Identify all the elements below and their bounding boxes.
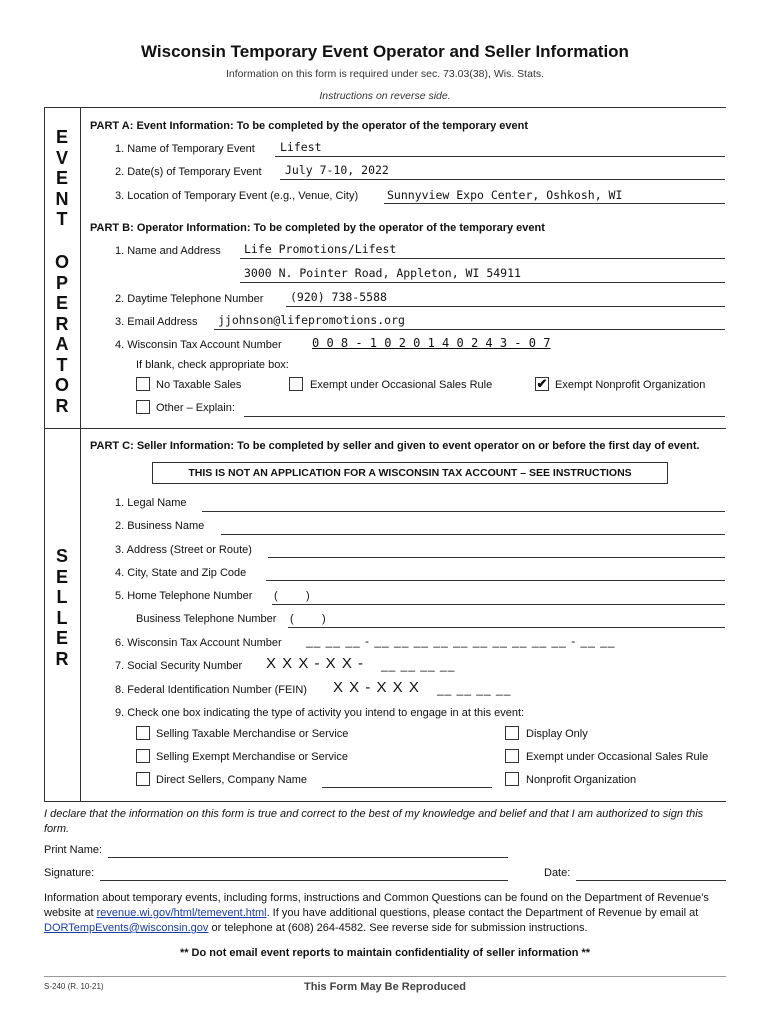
notice-box: THIS IS NOT AN APPLICATION FOR A WISCONSIN TAX ACCOUNT – SEE INSTRUCTIONS	[152, 462, 668, 484]
date-line[interactable]	[576, 880, 726, 881]
footer-divider	[44, 976, 726, 977]
operator-name-label: 1. Name and Address	[115, 245, 221, 257]
date-label: Date:	[544, 867, 571, 879]
fein-blanks[interactable]: __ __ __ __	[437, 682, 512, 696]
business-phone-paren-open: (	[290, 613, 294, 625]
seller-tax-label: 6. Wisconsin Tax Account Number	[115, 637, 282, 649]
occasional-sales-label: Exempt under Occasional Sales Rule	[310, 379, 493, 391]
temevent-link[interactable]: revenue.wi.gov/html/temevent.html	[96, 907, 267, 919]
address-label: 3. Address (Street or Route)	[115, 544, 252, 556]
operator-name-value[interactable]: Life Promotions/Lifest	[244, 242, 397, 256]
legal-name-line[interactable]	[202, 511, 725, 512]
display-only-label: Display Only	[526, 728, 588, 740]
ssn-mask: X X X - X X -	[266, 655, 365, 672]
part-a-heading: PART A: Event Information: To be completed by the operator of the temporary event	[90, 120, 529, 132]
reproduce-note: This Form May Be Reproduced	[304, 981, 466, 993]
declaration-text: I declare that the information on this form is true and correct to the best of my knowledge and belief and that I am authorized to sign this form.	[44, 808, 704, 835]
operator-phone-label: 2. Daytime Telephone Number	[115, 293, 264, 305]
operator-address-value[interactable]: 3000 N. Pointer Road, Appleton, WI 54911	[244, 266, 521, 280]
business-phone-paren-close: )	[322, 613, 326, 625]
form-id: S-240 (R. 10-21)	[44, 982, 104, 991]
frame-bottom	[44, 801, 726, 802]
fein-label: 8. Federal Identification Number (FEIN)	[115, 684, 307, 696]
taxable-merch-label: Selling Taxable Merchandise or Service	[156, 728, 349, 740]
operator-phone-value[interactable]: (920) 738-5588	[290, 290, 387, 304]
business-name-label: 2. Business Name	[115, 520, 205, 532]
blank-note: If blank, check appropriate box:	[136, 359, 289, 371]
event-name-label: 1. Name of Temporary Event	[115, 143, 255, 155]
ssn-label: 7. Social Security Number	[115, 660, 243, 672]
operator-tax-label: 4. Wisconsin Tax Account Number	[115, 339, 282, 351]
nonprofit-org-label: Nonprofit Organization	[526, 774, 637, 786]
seller-tax-mask[interactable]: __ __ __ - __ __ __ __ __ __ __ __ __ __ - __ __	[306, 634, 616, 648]
home-phone-label: 5. Home Telephone Number	[115, 590, 253, 602]
operator-name-line	[240, 258, 725, 259]
no-taxable-sales-checkbox[interactable]	[136, 377, 150, 391]
print-name-label: Print Name:	[44, 844, 103, 856]
nonprofit-checkbox[interactable]	[535, 377, 549, 391]
nonprofit-label: Exempt Nonprofit Organization	[555, 379, 706, 391]
legal-name-label: 1. Legal Name	[115, 497, 187, 509]
display-only-checkbox[interactable]	[505, 726, 519, 740]
event-location-label: 3. Location of Temporary Event (e.g., Venue, City)	[115, 190, 359, 202]
signature-line[interactable]	[100, 880, 508, 881]
nonprofit-org-checkbox[interactable]	[505, 772, 519, 786]
operator-address-line	[240, 282, 725, 283]
other-explain-line[interactable]	[244, 416, 725, 417]
city-state-zip-label: 4. City, State and Zip Code	[115, 567, 247, 579]
part-c-heading: PART C: Seller Information: To be completed by seller and given to event operator on or before the first day of event.	[90, 440, 700, 452]
exempt-occasional-label: Exempt under Occasional Sales Rule	[526, 751, 709, 763]
ssn-blanks[interactable]: __ __ __ __	[381, 658, 456, 672]
business-phone-label: Business Telephone Number	[136, 613, 277, 625]
signature-label: Signature:	[44, 867, 95, 879]
operator-tax-value[interactable]: 0 0 8 - 1 0 2 0 1 4 0 2 4 3 - 0 7	[312, 336, 551, 350]
confidentiality-warning: ** Do not email event reports to maintain confidentiality of seller information **	[179, 947, 591, 959]
sidebar-seller: S E L L E R	[55, 546, 69, 669]
company-name-line[interactable]	[322, 787, 492, 788]
taxable-merch-checkbox[interactable]	[136, 726, 150, 740]
section-divider	[44, 428, 726, 429]
event-name-value[interactable]: Lifest	[280, 140, 322, 154]
home-phone-paren-open: (	[274, 590, 278, 602]
operator-email-line	[214, 329, 725, 330]
form-title: Wisconsin Temporary Event Operator and Seller Information	[141, 42, 629, 61]
operator-phone-line	[286, 306, 725, 307]
check-mark-icon: ✔	[536, 376, 548, 391]
exempt-merch-checkbox[interactable]	[136, 749, 150, 763]
info-paragraph: Information about temporary events, including forms, instructions and Common Questions can be found on the Department of Revenue's website at revenue.wi.gov/html/temevent.html. If you have additional questions, please contact the Department of Revenue by email at DORTempEvents@wisconsin.gov or telephone at (608) 264-4582. See reverse side for submission instructions.	[44, 892, 709, 934]
fein-mask: X X - X X X	[333, 679, 420, 696]
frame-top	[44, 107, 726, 108]
business-name-line[interactable]	[221, 534, 725, 535]
occasional-sales-checkbox[interactable]	[289, 377, 303, 391]
event-location-value[interactable]: Sunnyview Expo Center, Oshkosh, WI	[387, 188, 623, 202]
no-taxable-sales-label: No Taxable Sales	[156, 379, 242, 391]
instructions-note: Instructions on reverse side.	[319, 90, 451, 102]
event-name-line	[275, 156, 725, 157]
other-checkbox[interactable]	[136, 400, 150, 414]
home-phone-line[interactable]	[272, 604, 725, 605]
event-dates-label: 2. Date(s) of Temporary Event	[115, 166, 262, 178]
city-state-zip-line[interactable]	[266, 580, 725, 581]
event-dates-line	[280, 179, 725, 180]
sidebar-divider	[80, 107, 81, 801]
operator-email-label: 3. Email Address	[115, 316, 198, 328]
direct-sellers-checkbox[interactable]	[136, 772, 150, 786]
statute-note: Information on this form is required under sec. 73.03(38), Wis. Stats.	[225, 68, 545, 80]
other-label: Other – Explain:	[156, 402, 235, 414]
sidebar-operator: O P E R A T O R	[54, 252, 69, 416]
business-phone-line[interactable]	[288, 627, 725, 628]
exempt-occasional-checkbox[interactable]	[505, 749, 519, 763]
address-line[interactable]	[268, 557, 725, 558]
email-link[interactable]: DORTempEvents@wisconsin.gov	[44, 922, 209, 934]
home-phone-paren-close: )	[306, 590, 310, 602]
exempt-merch-label: Selling Exempt Merchandise or Service	[156, 751, 348, 763]
sidebar-event: E V E N T	[55, 127, 69, 229]
print-name-line[interactable]	[108, 857, 508, 858]
direct-sellers-label: Direct Sellers, Company Name	[156, 774, 307, 786]
activity-label: 9. Check one box indicating the type of activity you intend to engage in at this event:	[115, 707, 525, 719]
event-location-line	[384, 203, 725, 204]
operator-email-value[interactable]: jjohnson@lifepromotions.org	[218, 313, 405, 327]
part-b-heading: PART B: Operator Information: To be completed by the operator of the temporary event	[90, 222, 545, 234]
event-dates-value[interactable]: July 7-10, 2022	[285, 163, 389, 177]
